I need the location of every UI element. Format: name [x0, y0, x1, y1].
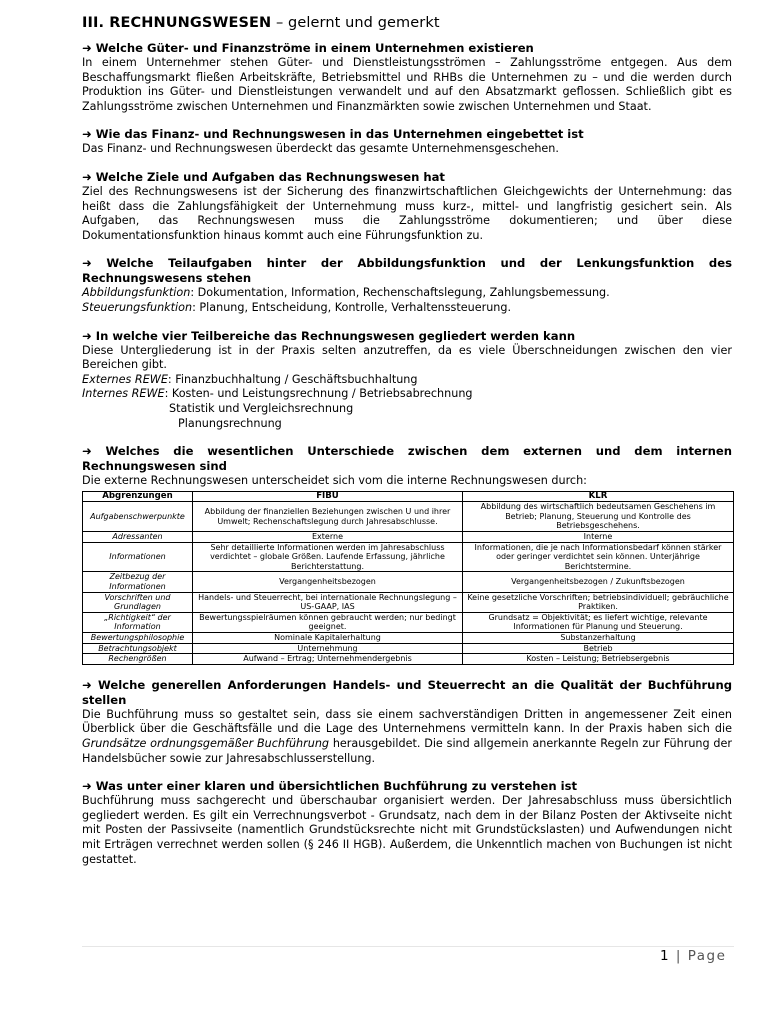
definition-term: Abbildungsfunktion [82, 286, 191, 300]
table-row [83, 612, 734, 632]
table-row-header: Zeitbezug der Informationen [83, 572, 193, 592]
table-row [83, 643, 734, 654]
section-klare-buchfuehrung [82, 779, 732, 867]
definition-term: Internes REWE [82, 387, 165, 401]
table-header-cell: FIBU [193, 491, 463, 502]
table-row-header: Rechengrößen [83, 654, 193, 665]
definition-text: : Planung, Entscheidung, Kontrolle, Verhaltenssteuerung. [192, 300, 512, 314]
table-cell: Sehr detaillierte Informationen werden im Jahresabschluss verdichtet – globale Größen. Laufende Erfassung, jährliche Berichterstattung. [193, 542, 463, 572]
section-paragraph [82, 708, 732, 766]
definition-line [82, 301, 732, 316]
table-row [83, 502, 734, 532]
section-question: ➜ Welche Güter- und Finanzströme in einem Unternehmen existieren [82, 41, 534, 55]
page-title [82, 14, 732, 33]
table-row-header: Aufgabenschwerpunkte [83, 502, 193, 532]
table-cell: Grundsatz = Objektivität; es liefert wichtige, relevante Informationen für Planung und Steuerung. [463, 612, 734, 632]
section-question: ➜ Welche Teilaufgaben hinter der Abbildungsfunktion und der Lenkungsfunktion des Rechnungswesens stehen [82, 256, 732, 286]
table-row [83, 542, 734, 572]
page-number [660, 948, 726, 964]
comparison-table [82, 491, 734, 665]
table-cell: Externe [193, 532, 463, 543]
table-row-header: Adressanten [83, 532, 193, 543]
table-cell: Abbildung der finanziellen Beziehungen zwischen U und ihrer Umwelt; Rechenschaftslegung durch Jahresabschlusse. [193, 502, 463, 532]
paragraph-text: herausgebildet. Die sind allgemein anerkannte Regeln zur Führung der Handelsbücher sowie zur Jahresabschlusserstellung. [82, 736, 732, 765]
table-cell: Abbildung des wirtschaftlich bedeutsamen Geschehens im Betrieb; Planung, Steuerung und Kontrolle des Betriebsgeschehens. [463, 502, 734, 532]
section-gueter-finanzstroeme [82, 41, 732, 114]
table-cell: Substanzerhaltung [463, 633, 734, 644]
section-paragraph: Das Finanz- und Rechnungswesen überdeckt das gesamte Unternehmensgeschehen. [82, 142, 559, 156]
section-paragraph: Buchführung muss sachgerecht und überschaubar organisiert werden. Der Jahresabschluss muss übersichtlich gegliedert werden. Es gilt ein Verrechnungsverbot - Grundsatz, nach dem in der Bilanz Posten der Aktivseite nicht mit Posten der Passivseite (namentlich Grundstücksrechte nicht mit Grundstückslasten) und Aufwendungen nicht mit Erträgen verrechnet werden sollen (§ 246 II HGB). Außerdem, die Unkenntlich machen von Buchungen ist nicht gestattet. [82, 794, 732, 866]
definition-line [82, 373, 732, 388]
table-header-row [83, 491, 734, 502]
table-cell: Informationen, die je nach Informationsbedarf können stärker oder geringer verdichtet sein können. Unterjährige Berichtstermine. [463, 542, 734, 572]
section-question: ➜ Welche Ziele und Aufgaben das Rechnungswesen hat [82, 169, 445, 184]
table-cell: Betrieb [463, 643, 734, 654]
table-row [83, 592, 734, 612]
definition-term: Externes REWE [82, 372, 168, 386]
section-question: ➜ Wie das Finanz- und Rechnungswesen in das Unternehmen eingebettet ist [82, 127, 584, 142]
section-paragraph: Die externe Rechnungswesen unterscheidet sich vom die interne Rechnungswesen durch: [82, 474, 587, 488]
document-body [82, 14, 732, 867]
table-header-cell: KLR [463, 491, 734, 502]
definition-text: : Finanzbuchhaltung / Geschäftsbuchhaltung [167, 372, 418, 386]
section-ziele-aufgaben [82, 170, 732, 243]
page-number-value: 1 [660, 948, 671, 964]
table-row-header: Informationen [83, 542, 193, 572]
table-cell: Interne [463, 532, 734, 543]
table-row [83, 633, 734, 644]
section-question: ➜ Welches die wesentlichen Unterschiede zwischen dem externen und dem internen Rechnungswesen sind [82, 444, 732, 474]
table-row [83, 572, 734, 592]
section-paragraph: Diese Untergliederung ist in der Praxis selten anzutreffen, da es viele Überschneidungen zwischen den vier Bereichen gibt. [82, 343, 732, 372]
definition-term: Steuerungsfunktion [82, 300, 193, 314]
section-paragraph: In einem Unternehmer stehen Güter- und Dienstleistungsströmen – Zahlungsströme entgegen. Aus dem Beschaffungsmarkt fließen Arbeitskräfte, Betriebsmittel und RHBs die Unternehmen zu – und die werden durch Produktion ins Güter- und Dienstleistungen verwandelt und auf den Absatzmarkt geflossen. Schließlich gibt es Zahlungsströme zwischen Unternehmen und Finanzmärkten sowie zwischen Unternehmen und Staat. [82, 56, 732, 113]
table-cell: Aufwand – Ertrag; Unternehmendergebnis [193, 654, 463, 665]
table-row-header: Vorschriften und Grundlagen [83, 592, 193, 612]
section-question: ➜ In welche vier Teilbereiche das Rechnungswesen gegliedert werden kann [82, 328, 576, 343]
paragraph-text: Die Buchführung muss so gestaltet sein, dass sie einem sachverständigen Dritten in angemessener Zeit einen Überblick über die Geschäftsfälle und die Lage des Unternehmens vermitteln kann. In der Praxis haben sich die [82, 707, 732, 736]
indented-line: Statistik und Vergleichsrechnung [169, 401, 354, 415]
definition-line [82, 387, 732, 402]
table-cell: Bewertungsspielräumen können gebraucht werden; nur bedingt geeignet. [193, 612, 463, 632]
table-cell: Vergangenheitsbezogen / Zukunftsbezogen [463, 572, 734, 592]
section-question: ➜ Welche generellen Anforderungen Handels- und Steuerrecht an die Qualität der Buchführung stellen [82, 677, 732, 707]
table-row [83, 654, 734, 665]
paragraph-emphasis: Grundsätze ordnungsgemäßer Buchführung [82, 736, 330, 750]
section-question: ➜ Was unter einer klaren und übersichtlichen Buchführung zu verstehen ist [82, 779, 578, 794]
section-einbettung [82, 127, 732, 157]
table-cell: Unternehmung [193, 643, 463, 654]
section-teilbereiche [82, 329, 732, 432]
table-header-cell: Abgrenzungen [83, 491, 193, 502]
section-anforderungen-buchfuehrung [82, 678, 732, 766]
title-rest: – gelernt und gemerkt [271, 15, 440, 31]
title-prefix: III. RECHNUNGSWESEN [82, 15, 272, 31]
page-number-separator: | [670, 948, 688, 964]
indented-line: Planungsrechnung [178, 416, 282, 430]
table-row-header: Betrachtungsobjekt [83, 643, 193, 654]
table-row-header: Bewertungsphilosophie [83, 633, 193, 644]
definition-text: : Dokumentation, Information, Rechenschaftslegung, Zahlungsbemessung. [190, 286, 610, 300]
section-unterschiede [82, 444, 732, 665]
table-row [83, 532, 734, 543]
definition-line [82, 286, 732, 301]
table-cell: Keine gesetzliche Vorschriften; betriebsindividuell; gebräuchliche Praktiken. [463, 592, 734, 612]
table-row-header: „Richtigkeit“ der Information [83, 612, 193, 632]
page-label: Page [687, 948, 727, 964]
table-cell: Handels- und Steuerrecht, bei internationale Rechnungslegung – US-GAAP, IAS [193, 592, 463, 612]
table-cell: Nominale Kapitalerhaltung [193, 633, 463, 644]
definition-text: : Kosten- und Leistungsrechnung / Betriebsabrechnung [164, 387, 473, 401]
table-cell: Kosten – Leistung; Betriebsergebnis [463, 654, 734, 665]
section-teilaufgaben [82, 256, 732, 315]
table-cell: Vergangenheitsbezogen [193, 572, 463, 592]
footer-divider [82, 946, 734, 947]
section-paragraph: Ziel des Rechnungswesens ist der Sicherung des finanzwirtschaftlichen Gleichgewichts der Unternehmung: das heißt dass die Zahlungsfähigkeit der Unternehmung muss kurz-, mittel- und langfristig gesichert sein. Als Aufgaben, das Rechnungswesen muss die Zahlungsströme dokumentieren; und über diese Dokumentationsfunktion hinaus kommt auch eine Führungsfunktion zu. [82, 184, 732, 242]
